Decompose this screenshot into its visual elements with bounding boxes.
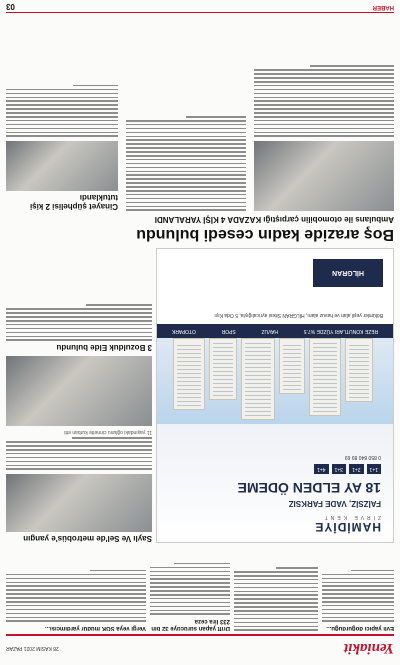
brief-column-2 (234, 546, 318, 631)
ad-brand: HAMİDİYE (314, 520, 381, 534)
room-chip: 2+1 (349, 464, 363, 474)
brief-title-1: Evli yapıcı doğurduğu... (326, 625, 394, 631)
issue-date: 28 KASIM 2021 PAZAR (6, 645, 59, 651)
ad-feature: SPOR (221, 328, 236, 334)
brief-column-1 (322, 546, 394, 631)
room-chip: 1+1 (367, 464, 381, 474)
ad-brand-sub: ZİRVE KENT (321, 514, 381, 520)
ad-offer: 18 AY ELDEN ÖDEME (237, 480, 381, 496)
ad-footer-text: Bölümler yeşil alan ve havuz alanı, HİLGRAN Sitesi ayrıcalığıyla, 5 Oda Kıyı (214, 312, 383, 318)
ad-features-bar (157, 324, 393, 338)
story-photo-2 (6, 356, 152, 426)
brief-column-3 (150, 546, 230, 631)
right-news-column (6, 248, 152, 543)
ad-header (157, 424, 393, 542)
section-label: HABER (372, 4, 394, 10)
story-photo-1 (6, 474, 152, 532)
brief-column-4 (6, 546, 146, 631)
accident-photo (254, 141, 394, 211)
right-story-text-1 (6, 437, 152, 470)
side-story-photo (6, 141, 118, 191)
main-story-area (6, 13, 394, 243)
ad-feature: REZE KONUTLARI YÜZDE %7.5 (303, 328, 379, 334)
side-headline: Cinayet şüphelisi 2 kişi tutuklandı (29, 193, 118, 211)
page-number: 03 (6, 2, 15, 12)
brief-title-4: Vergi veya SGK müdür yardımcısı... (44, 625, 146, 631)
brief-text-2 (234, 567, 318, 631)
masthead-rule (6, 634, 394, 636)
right-story-sub: 11 yaşındaki oğlunu cinnette kurban etti (64, 428, 152, 435)
right-story-title-1: Saylı Ve Sel'de metrobüs'e yangın (23, 534, 152, 543)
right-story-title-2: 3 Bozulduk Elde bulundu (56, 342, 152, 352)
main-headline: Boş arazide kadın cesedi bulundu (136, 226, 394, 243)
section-footer (6, 2, 394, 13)
newspaper-logo: Yeniakit (343, 640, 394, 657)
brief-text-3 (150, 563, 230, 615)
ad-logo: HİLGRAN (313, 259, 383, 287)
real-estate-ad (156, 248, 394, 543)
room-chip: 4+1 (314, 464, 328, 474)
main-story-text (254, 63, 394, 211)
brief-text-4 (6, 570, 146, 622)
masthead (6, 637, 394, 659)
room-chip: 3+1 (332, 464, 346, 474)
ad-phone: 0 850 840 89 69 (344, 454, 381, 460)
side-story (6, 63, 118, 211)
ad-room-chips (314, 464, 381, 474)
right-story-text-2 (6, 304, 152, 341)
ad-tower-render (157, 338, 393, 424)
brief-title-3: Drift yapan sürücüye 32 bin 233 lira ceza (151, 618, 230, 631)
middle-story-text (126, 63, 246, 211)
ad-feature: OTOPARK (171, 328, 196, 334)
main-subheadline: Ambulans ile otomobilin çarpıştığı KAZADA 4 KİŞİ YARALANDI (154, 215, 394, 224)
ad-feature: HAVUZ (261, 328, 279, 334)
ad-headline: FAİZSİZ, VADE FARKSIZ (288, 499, 381, 508)
brief-text-1 (322, 570, 394, 622)
